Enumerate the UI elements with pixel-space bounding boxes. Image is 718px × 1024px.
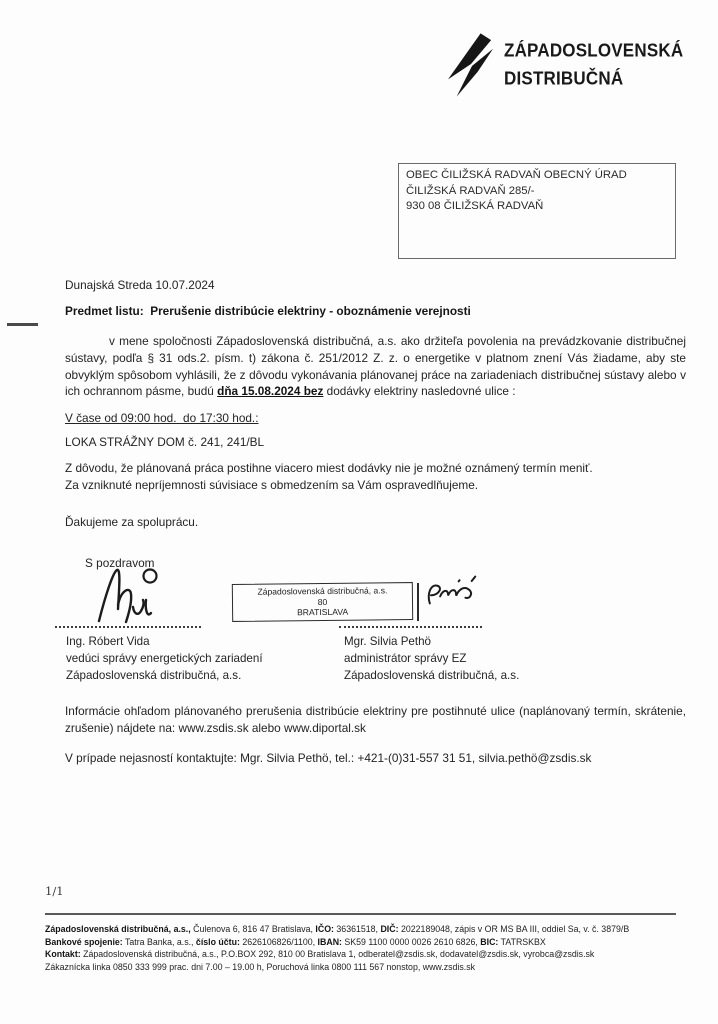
logo-line-1: ZÁPADOSLOVENSKÁ xyxy=(504,40,684,61)
signatory-block-left xyxy=(66,633,263,684)
company-logo-text xyxy=(504,37,683,93)
company-logo xyxy=(448,30,684,100)
lightning-bolt-icon xyxy=(448,32,494,98)
signature-dotted-line-right xyxy=(339,626,482,628)
info-paragraph: Informácie ohľadom plánovaného prerušenia distribúcie elektriny pre postihnuté ulice (naplánovaný termín, skrátenie, zrušenie) nájdete na: www.zsdis.sk alebo www.diportal.sk xyxy=(65,704,686,735)
footer-line-3: Kontakt: Západoslovenská distribučná, a.s., P.O.BOX 292, 810 00 Bratislava 1, odberatel@zsdis.sk, dodavatel@zsdis.sk, vyrobca@zsdis.sk xyxy=(45,949,595,960)
signatory-left-company: Západoslovenská distribučná, a.s. xyxy=(66,669,242,682)
footer-rule xyxy=(45,913,676,915)
recipient-line-3: 930 08 ČILIŽSKÁ RADVAŇ xyxy=(406,200,544,212)
stamp-line-2: 80 xyxy=(317,596,328,607)
body-text-2: dodávky elektriny nasledovné ulice : xyxy=(323,384,516,399)
footer-line-2: Bankové spojenie: Tatra Banka, a.s., číslo účtu: 2626106826/1100, IBAN: SK59 1100 0000 0026 2610 6826, BIC: TATRSKBX xyxy=(45,936,546,947)
signatory-right-company: Západoslovenská distribučná, a.s. xyxy=(344,669,520,682)
signatory-left-role: vedúci správy energetických zariadení xyxy=(66,652,263,665)
recipient-address-box xyxy=(398,163,676,259)
stamp-line-1: Západoslovenská distribučná, a.s. xyxy=(257,585,388,597)
fold-mark xyxy=(7,323,38,326)
signatory-right-role: administrátor správy EZ xyxy=(344,652,467,665)
signature-dotted-line-left xyxy=(55,626,201,628)
signatory-block-right xyxy=(344,633,519,684)
dateline: Dunajská Streda 10.07.2024 xyxy=(65,278,215,292)
note-line-1: Z dôvodu, že plánovaná práca postihne viacero miest dodávky nie je možné oznámený termín meniť. xyxy=(65,461,593,475)
affected-location: LOKA STRÁŽNY DOM č. 241, 241/BL xyxy=(65,435,265,449)
note-line-2: Za vzniknuté nepríjemnosti súvisiace s obmedzením sa Vám ospravedlňujeme. xyxy=(65,478,479,492)
signatory-right-name: Mgr. Silvia Pethö xyxy=(344,635,431,648)
footer-line-4: Zákaznícka linka 0850 333 999 prac. dni 7.00 – 19.00 h, Poruchová linka 0800 111 567 nonstop, www.zsdis.sk xyxy=(45,961,476,972)
stamp-line-3: BRATISLAVA xyxy=(296,606,349,618)
page-number: 1/1 xyxy=(45,884,64,898)
outage-time-range: V čase od 09:00 hod. do 17:30 hod.: xyxy=(65,411,259,425)
footer xyxy=(45,923,681,973)
outage-date-highlight: dňa 15.08.2024 bez xyxy=(217,384,324,399)
stamp-divider-line xyxy=(417,583,419,621)
closing-line: S pozdravom xyxy=(85,556,155,570)
recipient-line-2: ČILIŽSKÁ RADVAŇ 285/- xyxy=(406,184,535,197)
handwritten-signature-petho xyxy=(422,572,484,617)
subject-line: Predmet listu: Prerušenie distribúcie elektriny - oboznámenie verejnosti xyxy=(65,304,471,318)
recipient-line-1: OBEC ČILIŽSKÁ RADVAŇ OBECNÝ ÚRAD xyxy=(406,169,627,181)
body-text-1: v mene spoločnosti Západoslovenská distribučná, a.s. ako držiteľa povolenia na prevádzkovanie distribučnej sústavy, podľa § 31 ods.2. písm. t) zákona č. 251/2012 Z. z. o energetike v platnom znení Vás žiadame, aby ste obvyklým spôsobom vyhlásili, že z dôvodu vykonávania plánovanej práce na zariadeniach distribučnej sústavy alebo v ich ochrannom pásme, budú xyxy=(65,334,686,399)
body-paragraph xyxy=(65,333,686,400)
handwritten-signature-vida xyxy=(93,563,173,634)
signatory-left-name: Ing. Róbert Vida xyxy=(66,635,150,648)
contact-line: V prípade nejasností kontaktujte: Mgr. Silvia Pethö, tel.: +421-(0)31-557 31 51, silvia.pethö@zsdis.sk xyxy=(65,751,592,765)
footer-line-1: Západoslovenská distribučná, a.s., Čulenova 6, 816 47 Bratislava, IČO: 36361518, DIČ: 2022189048, zápis v OR MS BA III, oddiel Sa, v. č. 3879/B xyxy=(45,924,630,934)
thanks-line: Ďakujeme za spoluprácu. xyxy=(65,515,199,529)
company-stamp xyxy=(232,582,413,622)
logo-line-2: DISTRIBUČNÁ xyxy=(504,68,624,89)
